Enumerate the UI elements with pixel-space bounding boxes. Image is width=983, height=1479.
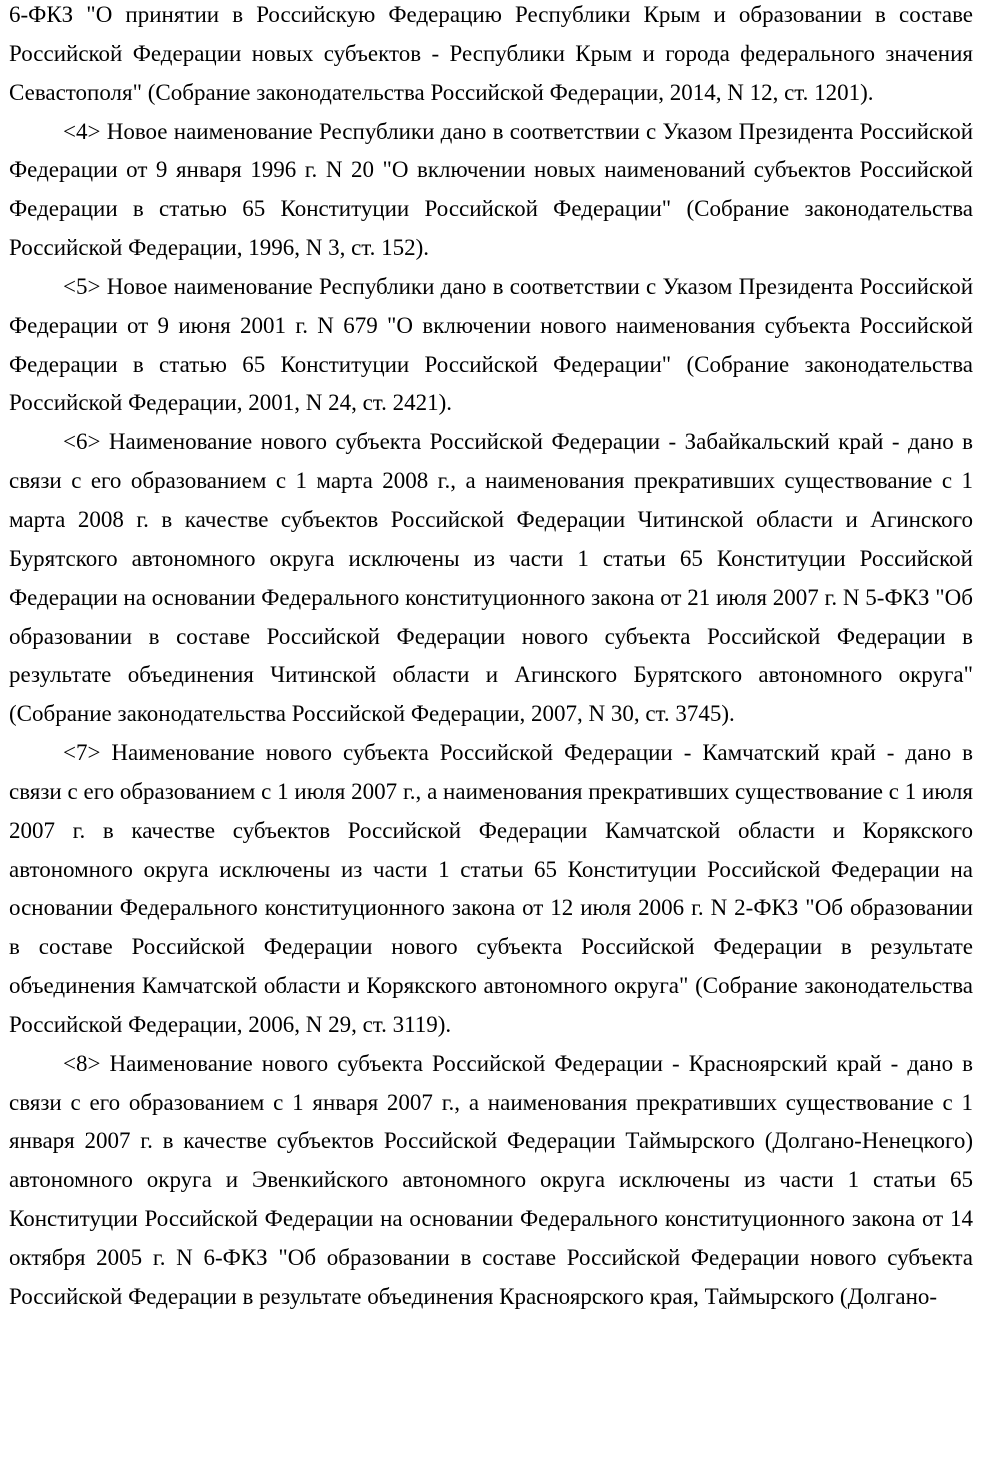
footnote-7: <7> Наименование нового субъекта Российской Федерации - Камчатский край - дано в связи с его образованием с 1 июля 2007 г., а наименования прекративших существование с 1 июля 2007 г. в качестве субъектов Российской Федерации Камчатской области и Корякского автономного округа исключены из части 1 статьи 65 Конституции Российской Федерации на основании Федерального конституционного закона от 12 июля 2006 г. N 2-ФКЗ "Об образовании в составе Российской Федерации нового субъекта Российской Федерации в результате объединения Камчатской области и Корякского автономного округа" (Собрание законодательства Российской Федерации, 2006, N 29, ст. 3119). — [9, 740, 973, 1037]
footnote-5: <5> Новое наименование Республики дано в соответствии с Указом Президента Российской Федерации от 9 июня 2001 г. N 679 "О включении нового наименования субъекта Российской Федерации в статью 65 Конституции Российской Федерации" (Собрание законодательства Российской Федерации, 2001, N 24, ст. 2421). — [9, 273, 973, 416]
footnote-8: <8> Наименование нового субъекта Российской Федерации - Красноярский край - дано в связи с его образованием с 1 января 2007 г., а наименования прекративших существование с 1 января 2007 г. в качестве субъектов Российской Федерации Таймырского (Долгано-Ненецкого) автономного округа и Эвенкийского автономного округа исключены из части 1 статьи 65 Конституции Российской Федерации на основании Федерального конституционного закона от 14 октября 2005 г. N 6-ФКЗ "Об образовании в составе Российской Федерации нового субъекта Российской Федерации в результате объединения Красноярского края, Таймырского (Долгано- — [9, 1050, 973, 1309]
footnote-6: <6> Наименование нового субъекта Российской Федерации - Забайкальский край - дано в связи с его образованием с 1 марта 2008 г., а наименования прекративших существование с 1 марта 2008 г. в качестве субъектов Российской Федерации Читинской области и Агинского Бурятского автономного округа исключены из части 1 статьи 65 Конституции Российской Федерации на основании Федерального конституционного закона от 21 июля 2007 г. N 5-ФКЗ "Об образовании в составе Российской Федерации нового субъекта Российской Федерации в результате объединения Читинской области и Агинского Бурятского автономного округа" (Собрание законодательства Российской Федерации, 2007, N 30, ст. 3745). — [9, 429, 973, 727]
footnote-4: <4> Новое наименование Республики дано в соответствии с Указом Президента Российской Федерации от 9 января 1996 г. N 20 "О включении новых наименований субъектов Российской Федерации в статью 65 Конституции Российской Федерации" (Собрание законодательства Российской Федерации, 1996, N 3, ст. 152). — [9, 118, 973, 261]
footnote-3-continuation: 6-ФКЗ "О принятии в Российскую Федерацию Республики Крым и образовании в составе Российской Федерации новых субъектов - Республики Крым и города федерального значения Севастополя" (Собрание законодательства Российской Федерации, 2014, N 12, ст. 1201). — [9, 2, 973, 105]
document-page — [9, 0, 973, 1479]
